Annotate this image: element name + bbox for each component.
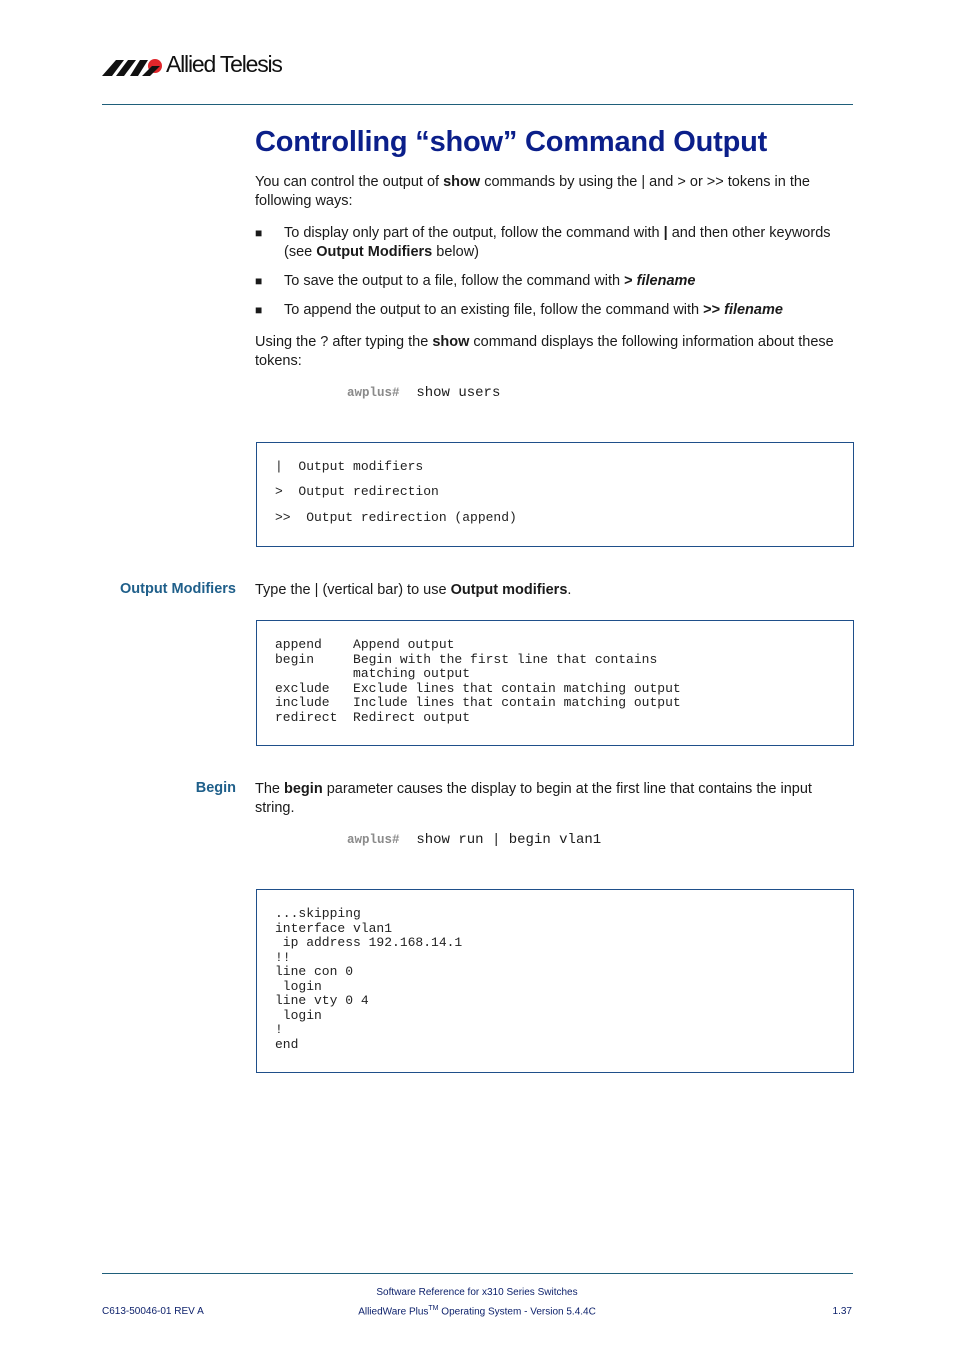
cli-command: show run | begin vlan1 xyxy=(416,832,602,848)
footer-doc-title: Software Reference for x310 Series Switches xyxy=(376,1287,578,1298)
footer-page-number: 1.37 xyxy=(832,1306,852,1317)
command-example xyxy=(347,832,601,848)
bullet-square-icon: ■ xyxy=(255,274,263,288)
cli-prompt: awplus# xyxy=(347,386,400,400)
section-heading-begin: Begin xyxy=(195,780,236,796)
modifier-list: append Append output begin Begin with the first line that contains matching output exclude Exclude lines that contain matching output include Include lines that contain matching output redirect Redirect output xyxy=(275,637,681,725)
output-line: > Output redirection xyxy=(275,484,439,499)
logo-mark-icon xyxy=(102,56,166,80)
section-heading-output-modifiers: Output Modifiers xyxy=(120,581,236,597)
using-paragraph: Using the ? after typing the show command displays the following information about these tokens: xyxy=(255,334,834,369)
command-example xyxy=(347,385,500,401)
begin-paragraph: The begin parameter causes the display to begin at the first line that contains the input string. xyxy=(255,781,812,816)
intro-paragraph: You can control the output of show commands by using the | and > or >> tokens in the following ways: xyxy=(255,174,810,209)
output-box-tokens xyxy=(256,442,854,547)
logo-wordmark: Allied Telesis xyxy=(166,51,282,77)
page-title: Controlling “show” Command Output xyxy=(255,126,768,158)
cli-command: show users xyxy=(416,385,501,401)
output-box-modifiers xyxy=(256,620,854,746)
footer-os-version: AlliedWare Plus™ Operating System - Version 5.4.4C xyxy=(358,1305,596,1318)
output-line: >> Output redirection (append) xyxy=(275,510,517,525)
bullet-square-icon: ■ xyxy=(255,226,263,240)
running-config-output: ...skipping interface vlan1 ip address 192.168.14.1 !! line con 0 login line vty 0 4 login ! end xyxy=(275,906,463,1052)
footer-doc-id: C613-50046-01 REV A xyxy=(102,1306,204,1317)
output-modifiers-paragraph: Type the | (vertical bar) to use Output modifiers. xyxy=(255,582,572,598)
allied-telesis-logo xyxy=(102,52,302,80)
cli-prompt: awplus# xyxy=(347,833,400,847)
output-line: | Output modifiers xyxy=(275,459,424,474)
bullet-square-icon: ■ xyxy=(255,303,263,317)
header-rule xyxy=(102,104,853,105)
footer-rule xyxy=(102,1273,853,1274)
output-box-begin xyxy=(256,889,854,1073)
